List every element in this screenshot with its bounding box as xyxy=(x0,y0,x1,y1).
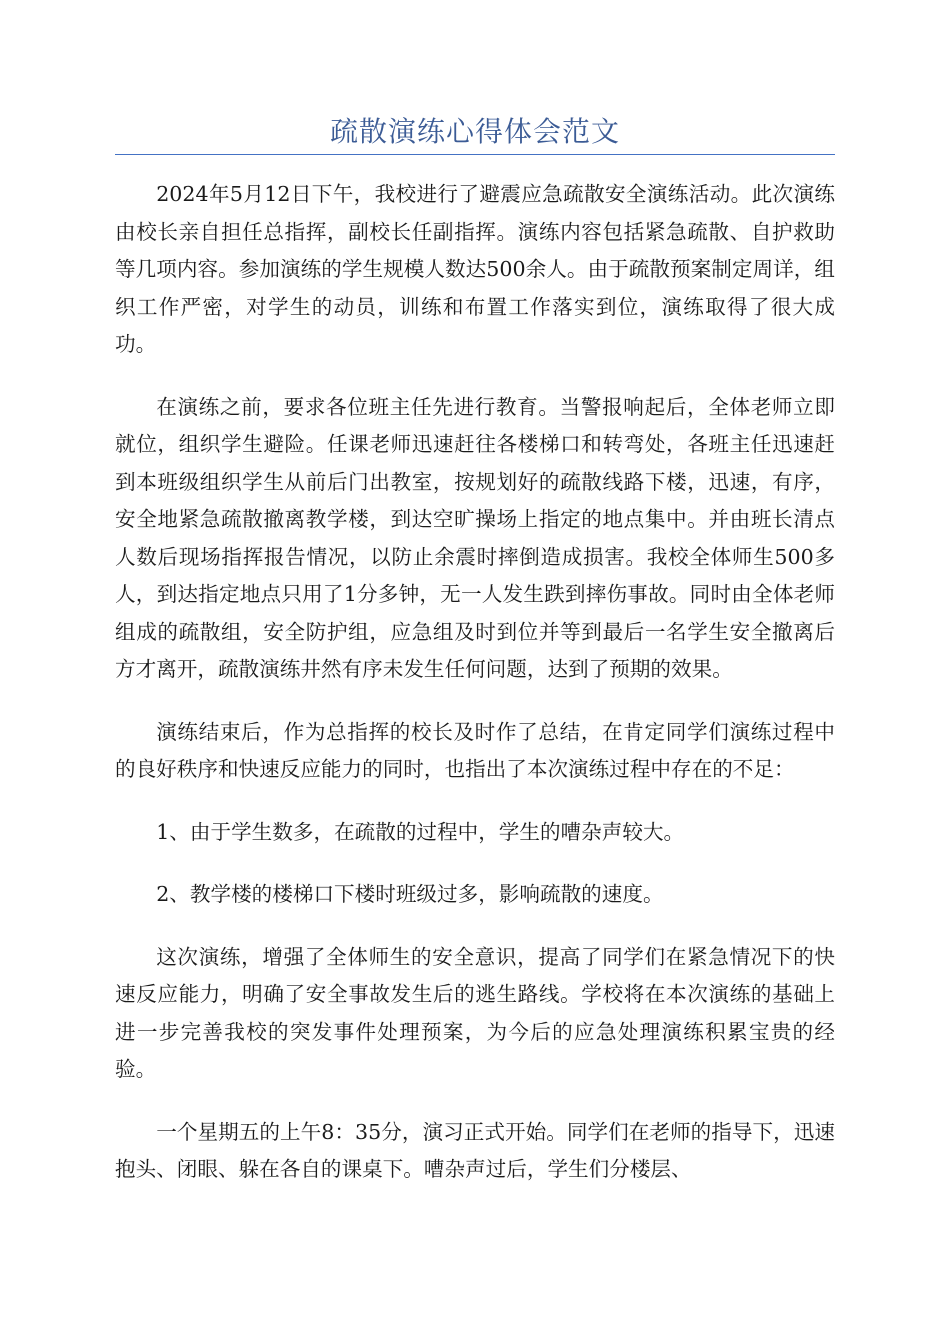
paragraph: 演练结束后，作为总指挥的校长及时作了总结，在肯定同学们演练过程中的良好秩序和快速反应能力的同时，也指出了本次演练过程中存在的不足： xyxy=(115,719,835,781)
document-title: 疏散演练心得体会范文 xyxy=(329,115,620,148)
title-underline xyxy=(115,154,835,155)
document-body xyxy=(115,176,835,1214)
paragraph: 2024年5月12日下午，我校进行了避震应急疏散安全演练活动。此次演练由校长亲自担任总指挥，副校长任副指挥。演练内容包括紧急疏散、自护救助等几项内容。参加演练的学生规模人数达500余人。由于疏散预案制定周详，组织工作严密，对学生的动员，训练和布置工作落实到位，演练取得了很大成功。 xyxy=(115,182,835,356)
list-item: 2、教学楼的楼梯口下楼时班级过多，影响疏散的速度。 xyxy=(156,882,664,906)
paragraph: 这次演练，增强了全体师生的安全意识，提高了同学们在紧急情况下的快速反应能力，明确了安全事故发生后的逃生路线。学校将在本次演练的基础上进一步完善我校的突发事件处理预案，为今后的应急处理演练积累宝贵的经验。 xyxy=(115,944,835,1081)
list-item: 1、由于学生数多，在疏散的过程中，学生的嘈杂声较大。 xyxy=(156,819,685,844)
paragraph: 在演练之前，要求各位班主任先进行教育。当警报响起后，全体老师立即就位，组织学生避险。任课老师迅速赶往各楼梯口和转弯处，各班主任迅速赶到本班级组织学生从前后门出教室，按规划好的疏散线路下楼，迅速，有序，安全地紧急疏散撤离教学楼，到达空旷操场上指定的地点集中。并由班长清点人数后现场指挥报告情况，以防止余震时摔倒造成损害。我校全体师生500多人，到达指定地点只用了1分多钟，无一人发生跌到摔伤事故。同时由全体老师组成的疏散组，安全防护组，应急组及时到位并等到最后一名学生安全撤离后方才离开，疏散演练井然有序未发生任何问题，达到了预期的效果。 xyxy=(115,394,835,681)
paragraph: 一个星期五的上午8：35分，演习正式开始。同学们在老师的指导下，迅速抱头、闭眼、躲在各自的课桌下。嘈杂声过后，学生们分楼层、 xyxy=(115,1119,835,1181)
